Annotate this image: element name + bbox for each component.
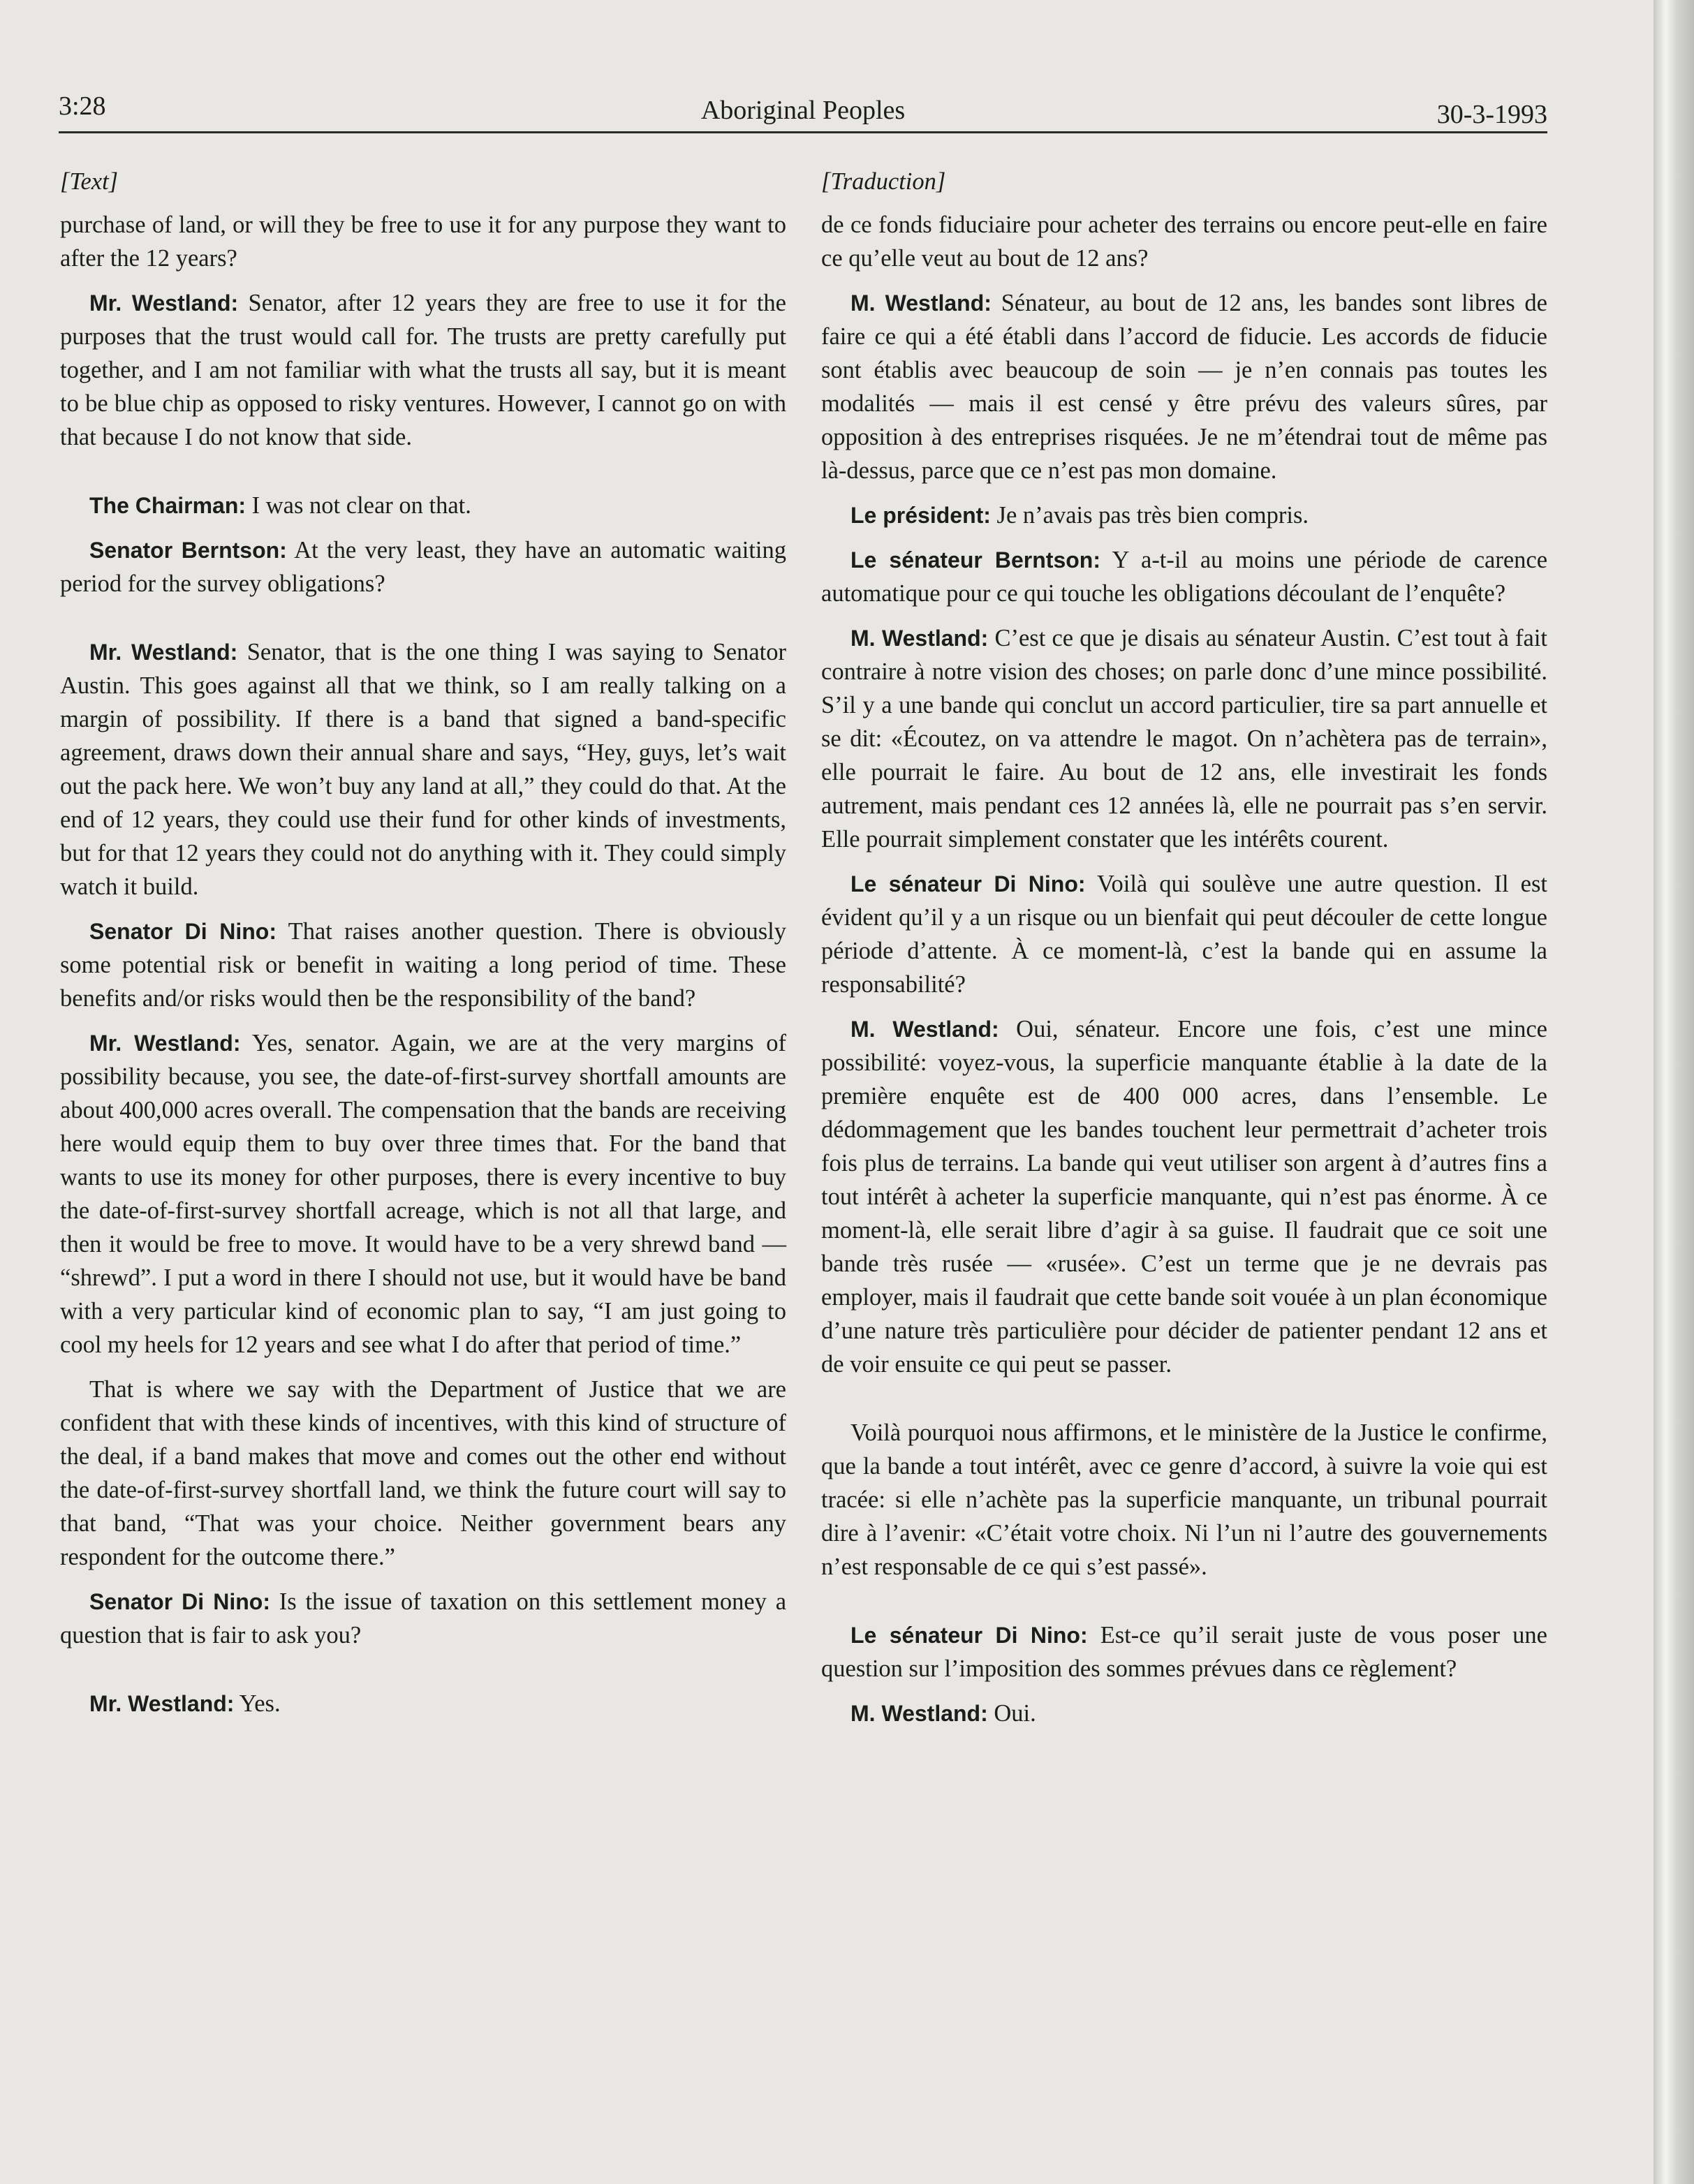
column-label: [Text]: [60, 168, 119, 195]
paragraph: [821, 499, 1547, 532]
speaker-name: Le sénateur Di Nino:: [850, 871, 1086, 897]
paragraph: [60, 1026, 786, 1362]
english-column: [60, 165, 786, 1732]
paragraph: [60, 489, 786, 522]
paragraph: [60, 915, 786, 1015]
paragraph: [60, 286, 786, 454]
paragraph-text: de ce fonds fiduciaire pour acheter des terrains ou encore peut-elle en faire ce qu’elle veut au bout de 12 ans?: [821, 212, 1547, 272]
paragraph: [821, 1697, 1547, 1730]
header-date: 30-3-1993: [1436, 100, 1547, 129]
paragraph-text: That is where we say with the Department of Justice that we are confident that with these kinds of incentives, with this kind of structure of the deal, if a band makes that move and comes out the other end without the date-of-first-survey shortfall land, we think the future court will say to that band, “That was your choice. Neither government bears any respondent for the outcome there.”: [60, 1376, 786, 1570]
paragraph-text: I was not clear on that.: [246, 492, 471, 519]
column-label-text: Traduction: [830, 168, 936, 195]
paragraph-text: That raises another question. There is obviously some potential risk or benefit in waiting a long period of time. These benefits and/or risks would then be the responsibility of the band?: [60, 918, 786, 1012]
paragraph: [821, 1618, 1547, 1685]
speaker-name: Mr. Westland:: [89, 1031, 241, 1056]
speaker-name: Senator Di Nino:: [89, 1589, 270, 1614]
paragraph: [821, 621, 1547, 856]
paragraph: [821, 1416, 1547, 1584]
speaker-name: M. Westland:: [850, 1017, 999, 1042]
speaker-name: Mr. Westland:: [89, 640, 238, 665]
paragraph-text: purchase of land, or will they be free to use it for any purpose they want to after the 12 years?: [60, 212, 786, 272]
paragraph: [821, 1012, 1547, 1381]
page-number: 3:28: [59, 91, 106, 121]
paragraph-text: Oui, sénateur. Encore une fois, c’est une mince possibilité: voyez-vous, la superficie manquante établie à la date de la première enquête est de 400 000 acres, dans l’ensemble. Le dédommagement que les bandes touchent leur permettrait d’acheter trois fois plus de terrains. La bande qui veut utiliser son argent à d’autres fins a tout intérêt à acheter la superficie manquante, qui n’est pas énorme. À ce moment-là, elle serait libre d’agir à sa guise. Il faudrait que ce soit une bande très rusée — «rusée». C’est un terme que je ne devrais pas employer, mais il faudrait que cette bande soit vouée à un plan économique d’une nature très particulière pour décider de patienter pendant 12 ans et de voir ensuite ce qui peut se passer.: [821, 1016, 1547, 1378]
column-label-text: Text: [69, 168, 109, 195]
speaker-name: Le sénateur Berntson:: [850, 547, 1101, 573]
speaker-name: Senator Di Nino:: [89, 919, 277, 944]
page-header: [59, 87, 1547, 130]
paragraph-text: Voilà qui soulève une autre question. Il est évident qu’il y a un risque ou un bienfait qui peut découler de cette longue période d’attente. À ce moment-là, c’est la bande qui en assume la responsabilité?: [821, 871, 1547, 998]
speaker-name: Le sénateur Di Nino:: [850, 1623, 1088, 1648]
paragraph: [60, 1687, 786, 1720]
paragraph-text: Est-ce qu’il serait juste de vous poser une question sur l’imposition des sommes prévues dans ce règlement?: [821, 1622, 1547, 1682]
paragraph: [60, 635, 786, 903]
paragraph-text: At the very least, they have an automatic waiting period for the survey obligations?: [60, 537, 787, 597]
paragraph-text: Senator, after 12 years they are free to use it for the purposes that the trust would call for. The trusts are pretty carefully put together, and I am not familiar with what the trusts all say, but it is meant to be blue chip as opposed to risky ventures. However, I cannot go on with that because I do not know that side.: [60, 290, 786, 450]
paragraph: [60, 1373, 786, 1574]
page-edge: [1654, 0, 1694, 2184]
paragraph-text: C’est ce que je disais au sénateur Austin. C’est tout à fait contraire à notre vision des choses; on parle donc d’une mince possibilité. S’il y a une bande qui conclut un accord particulier, tire sa part annuelle et se dit: «Écoutez, on va attendre le magot. On n’achètera pas de terrain», elle pourrait le faire. Au bout de 12 ans, elle investirait les fonds autrement, mais pendant ces 12 années là, elle ne pourrait pas s’en servir. Elle pourrait simplement constater que les intérêts courent.: [821, 625, 1548, 853]
paragraph: [821, 286, 1547, 487]
speaker-name: Le président:: [850, 503, 991, 528]
paragraph-text: Is the issue of taxation on this settlement money a question that is fair to ask you?: [60, 1588, 787, 1648]
paragraph-text: Senator, that is the one thing I was saying to Senator Austin. This goes against all that we think, so I am really talking on a margin of possibility. If there is a band that signed a band-specific agreement, draws down their annual share and says, “Hey, guys, let’s wait out the pack here. We won’t buy any land at all,” they could do that. At the end of 12 years, they could use their fund for other kinds of investments, but for that 12 years they could not do anything with it. They could simply watch it build.: [60, 639, 787, 900]
paragraph-text: Yes.: [234, 1690, 281, 1717]
running-title: Aboriginal Peoples: [700, 96, 906, 125]
paragraph-text: Voilà pourquoi nous affirmons, et le ministère de la Justice le confirme, que la bande a tout intérêt, avec ce genre d’accord, à suivre la voie qui est tracée: si elle n’achète pas la superficie manquante, un tribunal pourrait dire à l’avenir: «C’était votre choix. Ni l’un ni l’autre des gouvernements n’est responsable de ce qui s’est passé».: [821, 1419, 1547, 1580]
paragraph-text: Yes, senator. Again, we are at the very margins of possibility because, you see, the date-of-first-survey shortfall amounts are about 400,000 acres overall. The compensation that the bands are receiving here would equip them to buy over three times that. For the band that wants to use its money for other purposes, there is every incentive to buy the date-of-first-survey shortfall acreage, which is not all that large, and then it would be free to move. It would have to be a very shrewd band — “shrewd”. I put a word in there I should not use, but it would have be band with a very particular kind of economic plan to say, “I am just going to cool my heels for 12 years and see what I do after that period of time.”: [60, 1030, 786, 1358]
speaker-name: Mr. Westland:: [89, 1691, 235, 1716]
paragraph-text: Sénateur, au bout de 12 ans, les bandes sont libres de faire ce qui a été établi dans l’accord de fiducie. Les accords de fiducie sont établis avec beaucoup de soin — je n’en connais pas toutes les modalités — mais il est censé y être prévu des valeurs sûres, par opposition à des entreprises risquées. Je ne m’étendrai tout de même pas là-dessus, parce que ce n’est pas mon domaine.: [821, 290, 1547, 484]
speaker-name: Mr. Westland:: [89, 290, 239, 316]
speaker-name: M. Westland:: [850, 626, 989, 651]
paragraph-text: Oui.: [987, 1700, 1036, 1727]
paragraph: [821, 543, 1547, 610]
header-rule: [59, 131, 1547, 133]
french-column: [821, 165, 1547, 1741]
paragraph: [821, 867, 1547, 1001]
column-label: [Traduction]: [821, 168, 946, 195]
speaker-name: The Chairman:: [89, 493, 246, 518]
paragraph: [60, 1585, 786, 1652]
speaker-name: M. Westland:: [850, 1701, 988, 1726]
paragraph: [821, 208, 1547, 275]
paragraph: [60, 533, 786, 600]
speaker-name: M. Westland:: [850, 290, 992, 316]
paragraph-text: Y a-t-il au moins une période de carence automatique pour ce qui touche les obligations découlant de l’enquête?: [821, 547, 1548, 607]
paragraph-text: Je n’avais pas très bien compris.: [990, 502, 1309, 529]
speaker-name: Senator Berntson:: [89, 538, 287, 563]
paragraph: [60, 208, 786, 275]
